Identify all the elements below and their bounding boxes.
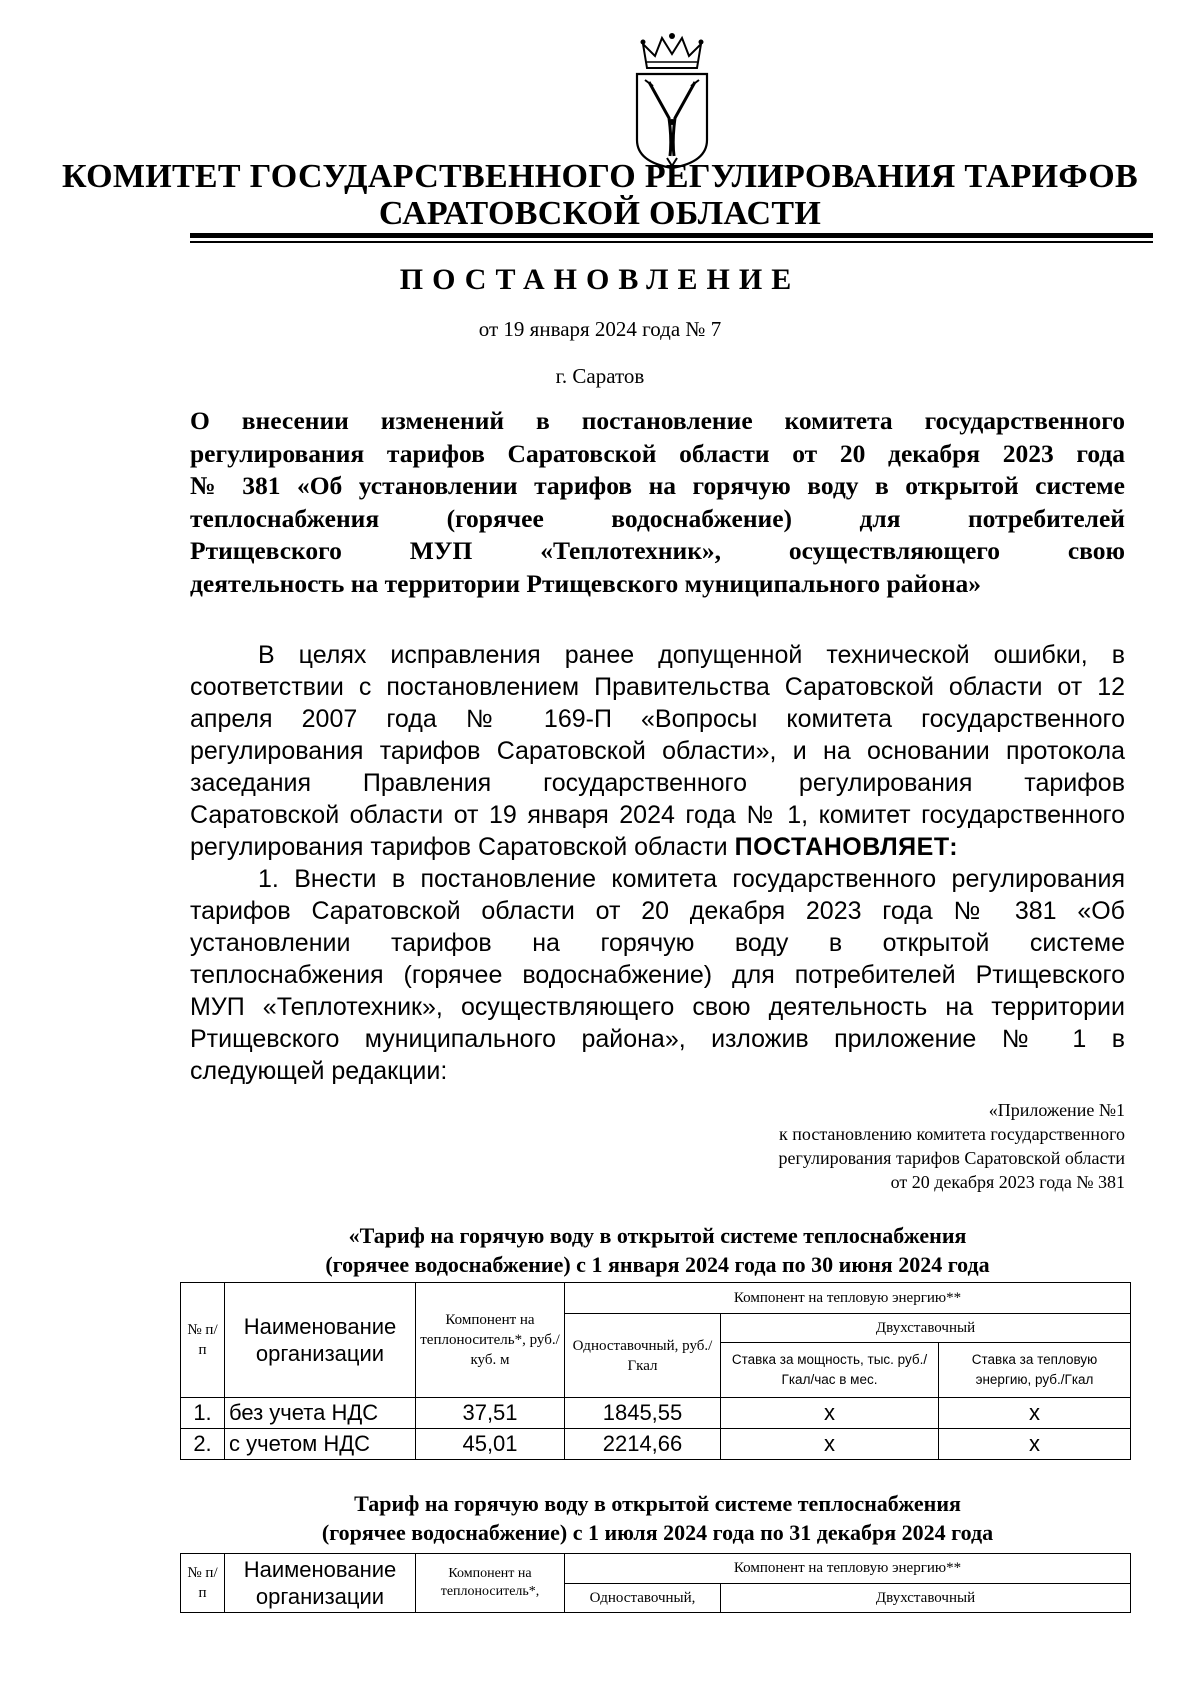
- body-line-resolution: [190, 831, 1125, 863]
- table1-title-line: (горячее водоснабжение) с 1 января 2024 года по 30 июня 2024 года: [325, 1252, 990, 1277]
- subject-line: деятельность на территории Ртищевского муниципального района»: [190, 568, 982, 598]
- table2: [180, 1553, 1131, 1613]
- header-name: Наименование организации: [225, 1554, 416, 1613]
- appendix-line: регулирования тарифов Саратовской области: [778, 1148, 1125, 1168]
- body-text: [190, 639, 1125, 1087]
- header-name: Наименование организации: [225, 1283, 416, 1398]
- table-row: [181, 1398, 1131, 1429]
- header-energy: Компонент на тепловую энергию**: [565, 1554, 1131, 1584]
- header-dual: Двухставочный: [721, 1583, 1131, 1613]
- header-energy-rate: Ставка за тепловую энергию, руб./Гкал: [939, 1343, 1131, 1398]
- org-name-line-2: САРАТОВСКОЙ ОБЛАСТИ: [378, 195, 822, 232]
- cell-capacity: х: [721, 1398, 939, 1429]
- header-energy: Компонент на тепловую энергию**: [565, 1283, 1131, 1314]
- body-line: Саратовской области от 19 января 2024 года № 1, комитет государственного: [190, 801, 1125, 829]
- header-carrier: Компонент на теплоноситель*,: [416, 1554, 565, 1613]
- saratov-coat-of-arms-icon: [629, 30, 715, 170]
- cell-carrier: 37,51: [416, 1398, 565, 1429]
- header-num: № п/п: [181, 1283, 225, 1398]
- body-line: теплоснабжения (горячее водоснабжение) для потребителей Ртищевского: [190, 961, 1125, 989]
- subject-line: № 381 «Об установлении тарифов на горячую воду в открытой системе: [190, 471, 1125, 500]
- body-line-text: регулирования тарифов Саратовской области: [190, 833, 728, 861]
- body-line: В целях исправления ранее допущенной технической ошибки, в: [258, 641, 1125, 669]
- header-num: № п/п: [181, 1554, 225, 1613]
- header-carrier: Компонент на теплоноситель*, руб./куб. м: [416, 1283, 565, 1398]
- appendix-note: [778, 1098, 1125, 1194]
- header-capacity: Ставка за мощность, тыс. руб./Гкал/час в мес.: [721, 1343, 939, 1398]
- header-single: Одноставочный, руб./Гкал: [565, 1314, 721, 1398]
- appendix-line: «Приложение №1: [988, 1100, 1125, 1120]
- body-line: следующей редакции:: [190, 1057, 448, 1085]
- org-name-line-1: КОМИТЕТ ГОСУДАРСТВЕННОГО РЕГУЛИРОВАНИЯ ТАРИФОВ: [61, 158, 1139, 195]
- body-line: Ртищевского муниципального района», изложив приложение № 1 в: [190, 1025, 1125, 1053]
- document-city: г. Саратов: [555, 364, 645, 388]
- body-line: установлении тарифов на горячую воду в открытой системе: [190, 929, 1125, 957]
- subject-line: регулирования тарифов Саратовской области от 20 декабря 2023 года: [190, 438, 1125, 468]
- cell-energy-rate: х: [939, 1398, 1131, 1429]
- resolves-word: ПОСТАНОВЛЯЕТ:: [734, 833, 959, 861]
- subject-line: теплоснабжения (горячее водоснабжение) для потребителей: [190, 503, 1125, 533]
- body-line: апреля 2007 года № 169-П «Вопросы комитета государственного: [190, 705, 1125, 733]
- body-line: МУП «Теплотехник», осуществляющего свою деятельность на территории: [190, 993, 1125, 1021]
- table2-title-line: Тариф на горячую воду в открытой системе теплоснабжения: [354, 1491, 961, 1516]
- cell-num: 2.: [181, 1429, 225, 1460]
- body-line: 1. Внести в постановление комитета государственного регулирования: [258, 865, 1125, 893]
- cell-single: 1845,55: [565, 1398, 721, 1429]
- body-line: соответствии с постановлением Правительства Саратовской области от 12: [190, 673, 1125, 701]
- table2-title-line: (горячее водоснабжение) с 1 июля 2024 года по 31 декабря 2024 года: [321, 1520, 994, 1545]
- cell-single: 2214,66: [565, 1429, 721, 1460]
- body-line: тарифов Саратовской области от 20 декабря 2023 года № 381 «Об: [190, 897, 1125, 925]
- table1-title-line: «Тариф на горячую воду в открытой системе теплоснабжения: [348, 1223, 967, 1248]
- appendix-line: к постановлению комитета государственного: [779, 1124, 1125, 1144]
- cell-name: с учетом НДС: [225, 1429, 416, 1460]
- body-line: заседания Правления государственного регулирования тарифов: [190, 769, 1125, 797]
- cell-name: без учета НДС: [225, 1398, 416, 1429]
- document-type: ПОСТАНОВЛЕНИЕ: [399, 263, 801, 296]
- cell-capacity: х: [721, 1429, 939, 1460]
- header-rule-thin: [190, 241, 1153, 243]
- appendix-line: от 20 декабря 2023 года № 381: [890, 1172, 1125, 1192]
- header-rule-thick: [190, 233, 1153, 238]
- header-dual: Двухставочный: [721, 1314, 1131, 1343]
- table1-title: [190, 1221, 1125, 1279]
- org-name: [0, 158, 1200, 232]
- document-date: от 19 января 2024 года № 7: [478, 317, 722, 341]
- table-row: [181, 1429, 1131, 1460]
- cell-carrier: 45,01: [416, 1429, 565, 1460]
- table1: [180, 1282, 1131, 1460]
- document-subject: [190, 405, 1125, 600]
- cell-num: 1.: [181, 1398, 225, 1429]
- body-line: регулирования тарифов Саратовской области», и на основании протокола: [190, 737, 1125, 765]
- subject-line: О внесении изменений в постановление комитета государственного: [190, 406, 1125, 435]
- subject-line: Ртищевского МУП «Теплотехник», осуществляющего свою: [190, 536, 1125, 565]
- cell-energy-rate: х: [939, 1429, 1131, 1460]
- table2-title: [190, 1489, 1125, 1547]
- header-single: Одноставочный,: [565, 1583, 721, 1613]
